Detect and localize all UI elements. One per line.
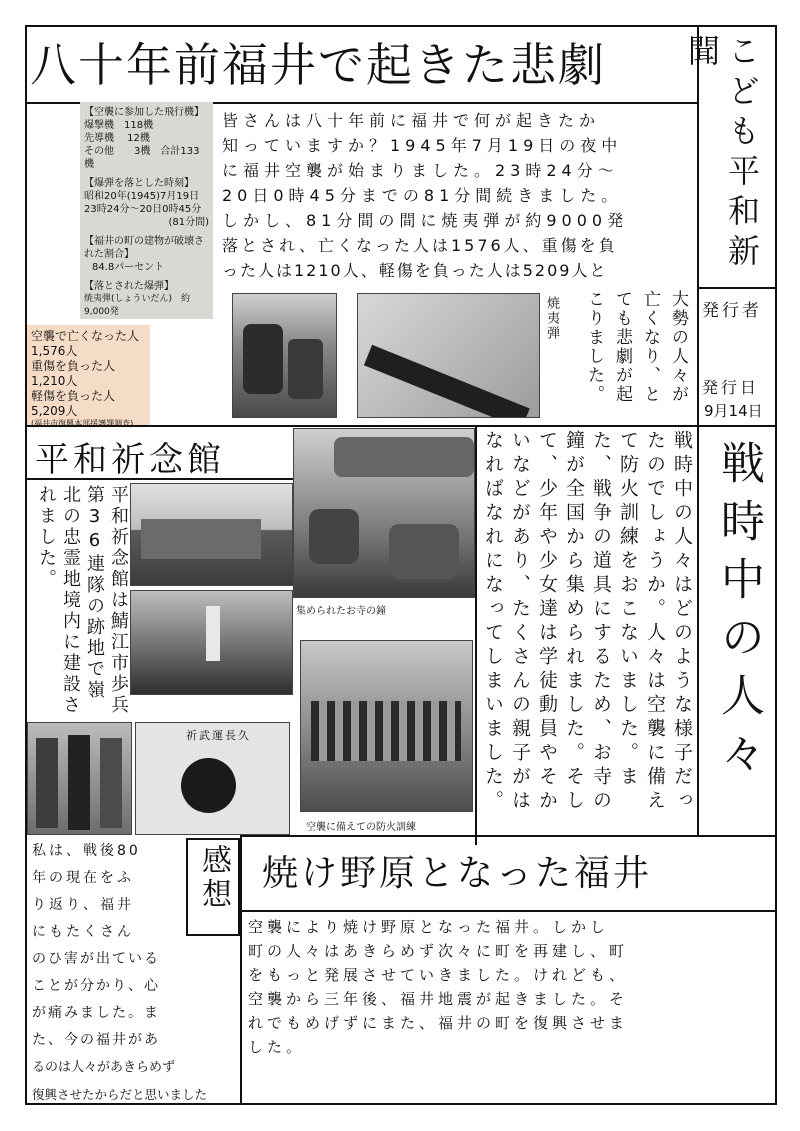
scorched-line: した。 [248,1038,306,1056]
casualty-box [27,325,150,428]
impression-line: が痛みました。ま [32,1005,160,1021]
impression-text [32,838,240,1108]
memorial-title: 平和祈念館 [35,440,225,480]
incendiary-bomb-photo [357,293,540,418]
scorched-line: をもっと発展させていきました。けれども、 [248,966,629,984]
publisher-label: 発行者 [702,301,762,321]
scorched-line: 町の人々はあきらめず次々に町を再建し、町 [248,942,629,960]
mid-bottom [240,835,777,837]
info-line: 【福井の町の建物が破壊された割合】 [84,236,204,260]
headline: 八十年前福井で起きた悲劇 [30,38,606,92]
wartime-title-left [697,425,699,835]
drill-caption: 空襲に備えての防火訓練 [306,818,416,833]
intro-line: しかし、81分間の間に焼夷弾が約9000発 [222,211,629,230]
info-line: 爆撃機 118機 [84,120,154,131]
impression-right [240,835,242,1105]
temple-bells-photo [293,428,475,598]
impression-line: るのは人々があきらめず [32,1060,176,1075]
newspaper-name: こども平和新聞 [683,34,761,274]
memorial-text: 平和祈念館は鯖江市歩兵第36連隊の跡地で嶺北の忠霊地境内に建設されました。 [36,485,129,716]
scorched-title-bottom [240,910,777,912]
stat-line: 1,210人 [31,374,78,388]
bell-caption: 集められたお寺の鐘 [296,602,386,617]
info-line: 84.8パーセント [92,262,165,273]
wartime-text: 戦時中の人々はどのような様子だったのでしょうか。人々は空襲に備えて防火訓練をおこないました。また、戦争の道具にするため、お寺の鐘が全国から集められました。そして、少年や少女達は学徒動員やそかいなどがあり、たくさんの親子がはなればなれになってしまいました。 [482,430,693,814]
intro-line: 20日0時45分までの81分間続きました。 [222,186,623,205]
intro-line: 知っていますか？1945年7月19日の夜中 [222,136,623,155]
info-line: 【爆弾を落とした時刻】 [84,178,194,189]
stat-line: 空襲で亡くなった人 [31,329,140,343]
impression-line: ことが分かり、心 [32,978,160,994]
impression-line: にもたくさん [32,924,134,940]
info-line: 昭和20年(1945)7月19日 [84,191,200,202]
frame-top [25,25,777,27]
impression-title: 感想 [196,844,231,912]
impression-line: た、今の福井があ [32,1032,160,1048]
scorched-text [248,915,773,1059]
info-line: 23時24分〜20日0時45分 [84,204,202,215]
good-luck-flag-photo [135,722,290,835]
scorched-title: 焼け野原となった福井 [262,853,653,894]
intro-text [222,108,694,283]
stat-line: 5,209人 [31,404,78,418]
frame-right [775,25,777,1105]
intro-line: に福井空襲が始まりました。23時24分〜 [222,161,619,180]
stat-line: (福井市復興本部援護課調査) [31,419,134,428]
impression-line: のひ害が出ている [32,951,160,967]
stat-line: 1,576人 [31,344,78,358]
air-raid-info-box [80,102,213,319]
stat-line: 軽傷を負った人 [31,389,116,403]
impression-line: り返り、福井 [32,897,134,913]
masthead-divider [697,25,699,425]
frame-left [25,25,27,1105]
info-line: 焼夷弾(しょういだん) 約9,000発 [84,294,191,317]
info-line: 【落とされた爆弾】 [84,281,174,292]
intro-line: った人は1210人、軽傷を負った人は5209人と [222,261,608,280]
memorial-tower-photo [130,590,293,695]
bomb-label: 焼夷弾 [544,296,559,341]
impression-line: 年の現在をふ [32,870,134,886]
stat-line: 重傷を負った人 [31,359,116,373]
info-line: 【空襲に参加した飛行機】 [84,107,204,118]
fire-drill-photo [300,640,473,812]
intro-line: 落とされ、亡くなった人は1576人、重傷を負 [222,236,618,255]
impression-line: 復興させたからだと思いました [32,1087,208,1102]
intro-line: 皆さんは八十年前に福井で何が起きたか [222,111,601,130]
uniforms-photo [27,722,132,835]
masthead-bottom [697,287,777,289]
memorial-building-photo [130,483,293,586]
info-line: その他 3機 合計133機 [84,146,200,170]
scorched-line: れでもめげずにまた、福井の町を復興させま [248,1014,629,1032]
flag-text: 祈武運長久 [186,729,251,742]
impression-line: 私は、戦後80 [32,843,141,859]
wartime-left [475,425,477,845]
info-line: (81分間) [168,217,209,228]
wartime-title: 戦時中の人々 [713,440,764,788]
issue-date: 9月14日 [704,402,763,420]
intro-continued: 大勢の人々が亡くなり、とても悲劇が起こりました。 [584,290,688,404]
info-line: 先導機 12機 [84,133,150,144]
scorched-line: 空襲から三年後、福井地震が起きました。そ [248,990,629,1008]
scorched-line: 空襲により焼け野原となった福井。しかし [248,918,610,936]
issue-label: 発行日 [702,378,760,397]
museum-visitors-photo [232,293,337,418]
